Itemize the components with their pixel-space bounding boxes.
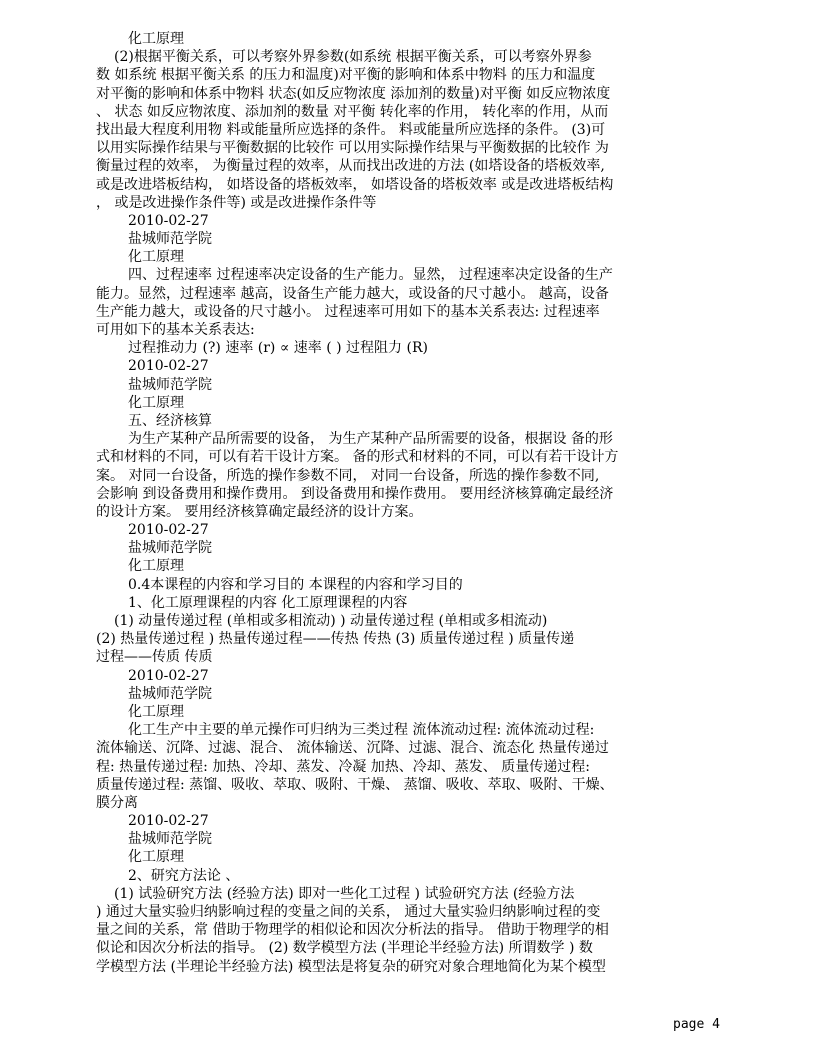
text-line: 1、化工原理课程的内容 化工原理课程的内容	[128, 594, 408, 611]
text-line: 生产能力越大，或设备的尺寸越小。 过程速率可用如下的基本关系表达: 过程速率	[96, 303, 600, 320]
text-line: 盐城师范学院	[128, 831, 212, 848]
text-line: 的设计方案。 要用经济核算确定最经济的设计方案。	[96, 503, 423, 520]
text-line: 2010-02-27	[128, 358, 209, 375]
text-line: 学模型方法 (半理论半经验方法) 模型法是将复杂的研究对象合理地简化为某个模型	[96, 958, 606, 975]
text-line: 似论和因次分析法的指导。 (2) 数学模型方法 (半理论半经验方法) 所谓数学 ) 数	[96, 940, 593, 957]
text-line: ) 通过大量实验归纳影响过程的变量之间的关系， 通过大量实验归纳影响过程的变	[96, 904, 601, 920]
text-line: 五、经济核算	[128, 412, 212, 429]
text-line: 式和材料的不同，可以有若干设计方案。 备的形式和材料的不同，可以有若干设计方	[96, 449, 619, 466]
text-line: (2)根据平衡关系，可以考察外界参数(如系统 根据平衡关系，可以考察外界参	[114, 49, 592, 66]
text-line: 为生产某种产品所需要的设备， 为生产某种产品所需要的设备，根据设 备的形	[128, 431, 613, 448]
text-line: 2010-02-27	[128, 522, 209, 539]
document-body	[96, 30, 694, 976]
text-line: 过程推动力 (?) 速率 (r) ∝ 速率 ( ) 过程阻力 (R)	[128, 340, 428, 357]
text-line: 化工原理	[128, 31, 184, 47]
text-line: 化工原理	[128, 394, 184, 411]
text-line: 盐城师范学院	[128, 231, 212, 248]
text-line: 以用实际操作结果与平衡数据的比较作 可以用实际操作结果与平衡数据的比较作 为	[96, 140, 609, 157]
text-line: 化工原理	[128, 703, 184, 720]
text-line: 过程——传质 传质	[96, 649, 213, 666]
text-line: 0.4本课程的内容和学习目的 本课程的内容和学习目的	[128, 576, 463, 593]
text-line: 、 状态 如反应物浓度、添加剂的数量 对平衡 转化率的作用， 转化率的作用，从而	[96, 103, 609, 120]
text-line: 会影响 到设备费用和操作费用。 到设备费用和操作费用。 要用经济核算确定最经济	[96, 485, 614, 502]
text-line: 质量传递过程: 蒸馏、吸收、萃取、吸附、干燥、 蒸馏、吸收、萃取、吸附、干燥、	[96, 776, 614, 793]
text-line: 盐城师范学院	[128, 376, 212, 393]
text-line: 可用如下的基本关系表达:	[96, 322, 255, 338]
text-line: 数 如系统 根据平衡关系 的压力和温度)对平衡的影响和体系中物料 的压力和温度	[96, 67, 596, 84]
text-line: 四、过程速率 过程速率决定设备的生产能力。显然， 过程速率决定设备的生产	[128, 267, 613, 284]
text-line: (1) 试验研究方法 (经验方法) 即对一些化工过程 ) 试验研究方法 (经验方法	[114, 885, 575, 902]
text-line: (2) 热量传递过程 ) 热量传递过程——传热 传热 (3) 质量传递过程 ) 质量传递	[96, 631, 575, 648]
text-line: (1) 动量传递过程 (单相或多相流动) ) 动量传递过程 (单相或多相流动)	[114, 613, 548, 629]
text-line: 2010-02-27	[128, 813, 209, 830]
text-line: 化工原理	[128, 849, 184, 866]
text-line: 盐城师范学院	[128, 685, 212, 702]
text-line: 2、研究方法论 、	[128, 867, 240, 884]
text-line: 对平衡的影响和体系中物料 状态(如反应物浓度 添加剂的数量)对平衡 如反应物浓度	[96, 85, 611, 102]
text-line: ， 或是改进操作条件等) 或是改进操作条件等	[96, 194, 377, 211]
text-line: 衡量过程的效率， 为衡量过程的效率，从而找出改进的方法 (如塔设备的塔板效率,	[96, 158, 605, 175]
text-line: 2010-02-27	[128, 667, 209, 684]
text-line: 流体输送、沉降、过滤、混合、 流体输送、沉降、过滤、混合、流态化 热量传递过	[96, 740, 609, 757]
text-line: 找出最大程度利用物 料或能量所应选择的条件。 料或能量所应选择的条件。 (3)可	[96, 121, 606, 138]
text-line: 化工原理	[128, 249, 184, 266]
page-number: page 4	[673, 1017, 720, 1032]
text-line: 化工原理	[128, 558, 184, 575]
text-line: 程: 热量传递过程: 加热、冷却、蒸发、冷凝 加热、冷却、蒸发、 质量传递过程:	[96, 758, 590, 775]
text-line: 量之间的关系，常 借助于物理学的相似论和因次分析法的指导。 借助于物理学的相	[96, 922, 609, 939]
text-line: 盐城师范学院	[128, 540, 212, 557]
text-line: 2010-02-27	[128, 212, 209, 229]
text-line: 化工生产中主要的单元操作可归纳为三类过程 流体流动过程: 流体流动过程:	[128, 722, 595, 739]
text-line: 案。 对同一台设备，所选的操作参数不同， 对同一台设备，所选的操作参数不同,	[96, 467, 600, 484]
text-line: 或是改进塔板结构， 如塔设备的塔板效率， 如塔设备的塔板效率 或是改进塔板结构	[96, 176, 614, 193]
text-line: 能力。显然，过程速率 越高，设备生产能力越大，或设备的尺寸越小。 越高，设备	[96, 285, 609, 302]
text-line: 膜分离	[96, 794, 138, 811]
